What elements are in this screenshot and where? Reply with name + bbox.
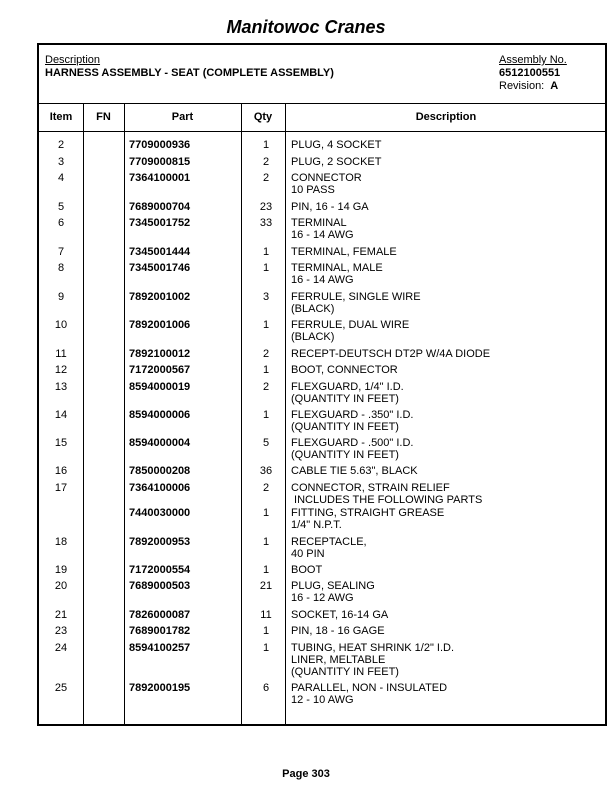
row-part-number: 7689001782 [129, 625, 191, 637]
column-header-fn: FN [96, 111, 111, 123]
row-description-line: 40 PIN [291, 548, 325, 560]
row-qty: 5 [262, 437, 270, 449]
row-qty: 11 [260, 609, 272, 621]
row-part-number: 8594000019 [129, 381, 191, 393]
row-description-line: PIN, 16 - 14 GA [291, 201, 369, 213]
row-qty: 1 [262, 536, 270, 548]
row-item: 5 [57, 201, 65, 213]
row-description [291, 348, 490, 360]
row-description [291, 246, 397, 258]
page-number: Page 303 [282, 768, 330, 780]
row-description [291, 364, 398, 376]
row-description [291, 625, 385, 637]
row-qty: 1 [262, 625, 270, 637]
row-description [291, 381, 404, 405]
row-description-line: 16 - 14 AWG [291, 274, 354, 286]
row-item: 4 [57, 172, 65, 184]
row-qty: 1 [262, 139, 270, 151]
row-description-line: TERMINAL, FEMALE [291, 246, 397, 258]
row-description-line: FLEXGUARD - .500" I.D. [291, 437, 414, 449]
row-item: 13 [54, 381, 68, 393]
row-item: 9 [57, 291, 65, 303]
row-part-number: 7364100001 [129, 172, 191, 184]
row-qty: 2 [262, 172, 270, 184]
row-description-line: CONNECTOR, STRAIN RELIEF [291, 482, 450, 494]
row-item: 10 [54, 319, 68, 331]
column-header-qty: Qty [253, 111, 273, 123]
row-item: 15 [54, 437, 68, 449]
row-part-number: 7689000503 [129, 580, 191, 592]
row-part-number: 8594100257 [129, 642, 191, 654]
row-description-line: LINER, MELTABLE [291, 654, 386, 666]
row-qty: 1 [262, 246, 270, 258]
row-description-line: (QUANTITY IN FEET) [291, 666, 399, 678]
row-description-line: 12 - 10 AWG [291, 694, 354, 706]
row-description-line: FLEXGUARD, 1/4" I.D. [291, 381, 404, 393]
row-part-number: 7892000953 [129, 536, 191, 548]
row-qty: 1 [262, 564, 270, 576]
row-description [291, 580, 375, 604]
row-description-line: TUBING, HEAT SHRINK 1/2" I.D. [291, 642, 455, 654]
row-description [291, 172, 362, 196]
row-description-line: FERRULE, SINGLE WIRE [291, 291, 421, 303]
row-part-number: 7892000195 [129, 682, 191, 694]
row-description [291, 262, 383, 286]
row-description-line: (QUANTITY IN FEET) [291, 421, 399, 433]
row-description-line: INCLUDES THE FOLLOWING PARTS [291, 494, 483, 506]
row-item: 24 [54, 642, 68, 654]
row-description [291, 156, 381, 168]
row-description-line: BOOT [291, 564, 323, 576]
revision-line [499, 80, 567, 93]
description-label: Description [45, 54, 101, 66]
row-part-number: 7709000815 [129, 156, 191, 168]
row-qty: 21 [259, 580, 273, 592]
row-item: 14 [54, 409, 68, 421]
row-description-line: FERRULE, DUAL WIRE [291, 319, 410, 331]
row-description [291, 217, 354, 241]
row-item: 11 [55, 348, 67, 360]
row-part-number: 7345001444 [129, 246, 191, 258]
row-description-line: 16 - 14 AWG [291, 229, 354, 241]
row-part-number: 7172000554 [129, 564, 191, 576]
description-value: HARNESS ASSEMBLY - SEAT (COMPLETE ASSEMBLY) [45, 67, 334, 79]
row-item: 23 [54, 625, 68, 637]
row-item: 18 [54, 536, 68, 548]
row-qty: 36 [259, 465, 273, 477]
row-item: 6 [57, 217, 65, 229]
row-description [291, 482, 482, 506]
row-item: 8 [57, 262, 65, 274]
assembly-description-block [45, 54, 334, 80]
row-description [291, 465, 418, 477]
row-qty: 2 [262, 381, 270, 393]
row-item: 2 [57, 139, 65, 151]
row-part-number: 8594000004 [129, 437, 191, 449]
row-part-number: 7345001746 [129, 262, 191, 274]
row-description-line: PARALLEL, NON - INSULATED [291, 682, 448, 694]
row-item: 19 [54, 564, 68, 576]
row-description [291, 291, 421, 315]
column-divider [241, 104, 242, 724]
row-item: 20 [54, 580, 68, 592]
row-description-line: (QUANTITY IN FEET) [291, 393, 399, 405]
row-description-line: BOOT, CONNECTOR [291, 364, 398, 376]
row-description [291, 507, 444, 531]
row-description-line: RECEPT-DEUTSCH DT2P W/4A DIODE [291, 348, 491, 360]
column-divider [83, 104, 84, 724]
row-part-number: 7172000567 [129, 364, 191, 376]
row-description-line: SOCKET, 16-14 GA [291, 609, 389, 621]
assembly-number-label: Assembly No. [499, 54, 567, 66]
row-part-number: 7850000208 [129, 465, 191, 477]
row-description-line: (BLACK) [291, 303, 335, 315]
row-description-line: (QUANTITY IN FEET) [291, 449, 399, 461]
row-part-number: 7364100006 [129, 482, 191, 494]
row-qty: 2 [262, 482, 270, 494]
row-description [291, 642, 454, 678]
row-description-line: 16 - 12 AWG [291, 592, 354, 604]
row-description-line: PLUG, 4 SOCKET [291, 139, 382, 151]
column-header-part: Part [171, 111, 194, 123]
assembly-number-value: 6512100551 [499, 67, 561, 79]
row-description-line: FLEXGUARD - .350" I.D. [291, 409, 414, 421]
row-item: 17 [54, 482, 68, 494]
row-item: 16 [54, 465, 68, 477]
row-item: 12 [54, 364, 68, 376]
row-description [291, 609, 388, 621]
row-description-line: PIN, 18 - 16 GAGE [291, 625, 385, 637]
row-description [291, 319, 409, 343]
row-qty: 1 [262, 364, 270, 376]
row-description [291, 201, 369, 213]
row-qty: 2 [262, 348, 270, 360]
revision-value: A [550, 80, 559, 92]
row-description-line: 1/4" N.P.T. [291, 519, 342, 531]
row-item: 25 [54, 682, 68, 694]
row-item: 3 [57, 156, 65, 168]
row-description-line: TERMINAL [291, 217, 347, 229]
row-description-line: RECEPTACLE, [291, 536, 367, 548]
row-description-line: TERMINAL, MALE [291, 262, 383, 274]
revision-label: Revision: [499, 80, 545, 92]
row-description-line: 10 PASS [291, 184, 335, 196]
row-qty: 1 [262, 507, 270, 519]
column-header-description: Description [415, 111, 477, 123]
row-description [291, 437, 414, 461]
assembly-number-block [499, 54, 567, 93]
row-description [291, 564, 322, 576]
parts-list-frame [37, 43, 607, 726]
row-description [291, 139, 381, 151]
row-part-number: 7892001006 [129, 319, 191, 331]
row-part-number: 8594000006 [129, 409, 191, 421]
row-qty: 1 [262, 642, 270, 654]
row-qty: 23 [259, 201, 273, 213]
row-qty: 3 [262, 291, 270, 303]
row-description-line: FITTING, STRAIGHT GREASE [291, 507, 445, 519]
row-description [291, 682, 447, 706]
row-item: 7 [57, 246, 65, 258]
row-description-line: (BLACK) [291, 331, 335, 343]
row-description-line: CONNECTOR [291, 172, 362, 184]
row-part-number: 7892001002 [129, 291, 191, 303]
row-qty: 33 [259, 217, 273, 229]
row-qty: 1 [262, 319, 270, 331]
row-part-number: 7709000936 [129, 139, 191, 151]
row-part-number: 7826000087 [129, 609, 191, 621]
row-qty: 6 [262, 682, 270, 694]
row-part-number: 7440030000 [129, 507, 191, 519]
assembly-header [39, 45, 605, 104]
column-header-item: Item [49, 111, 73, 123]
page-title: Manitowoc Cranes [226, 17, 386, 37]
row-item: 21 [54, 609, 68, 621]
row-qty: 1 [262, 262, 270, 274]
row-part-number: 7689000704 [129, 201, 191, 213]
row-description [291, 536, 367, 560]
row-qty: 1 [262, 409, 270, 421]
row-part-number: 7345001752 [129, 217, 191, 229]
row-description-line: PLUG, SEALING [291, 580, 375, 592]
row-qty: 2 [262, 156, 270, 168]
row-part-number: 7892100012 [129, 348, 191, 360]
row-description-line: CABLE TIE 5.63", BLACK [291, 465, 418, 477]
row-description-line: PLUG, 2 SOCKET [291, 156, 382, 168]
row-description [291, 409, 414, 433]
column-divider [124, 104, 125, 724]
